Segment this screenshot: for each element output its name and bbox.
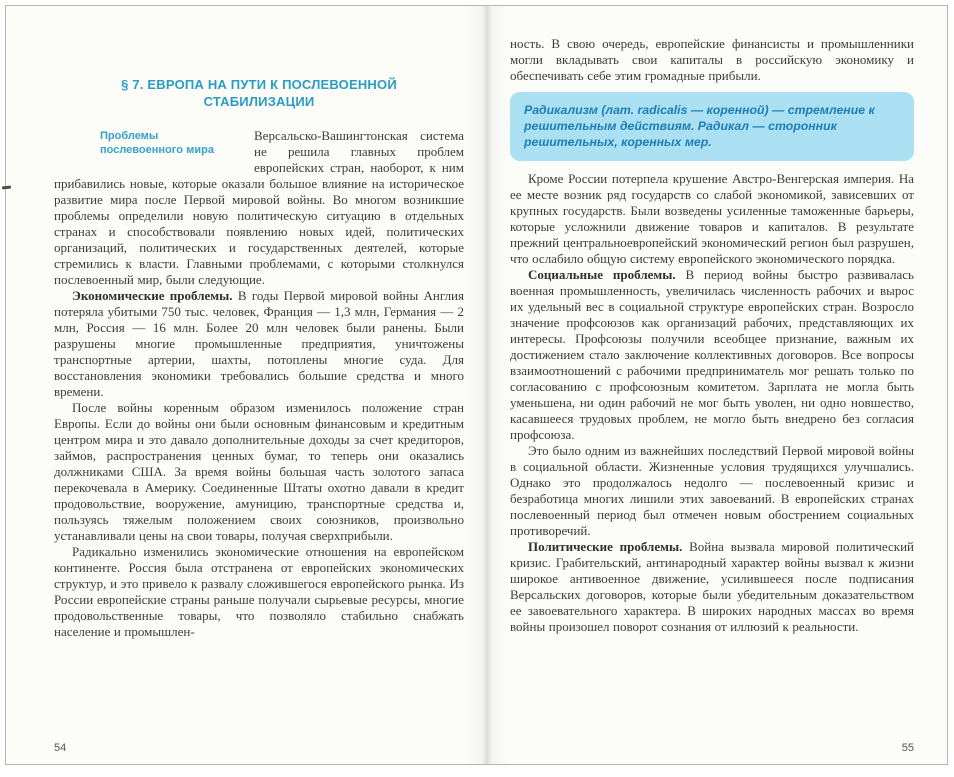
- paragraph: [510, 443, 914, 539]
- paragraph: [54, 544, 464, 640]
- margin-topic-label-line1: Проблемы: [100, 130, 159, 142]
- definition-term: Радикализм: [524, 103, 598, 117]
- paragraph-text: Война вызвала мировой политический кризис. Грабительский, антинародный характер войны вызвал к жизни широкое антивоенное движение, усилившееся после подписания Версальских договоров, которые были убедительным доказательством ее завоевательного характера. В широких народных массах во время войны произошел поворот сознания от иллюзий к реальности.: [510, 539, 914, 634]
- paragraph-lead: Социальные проблемы.: [528, 267, 676, 282]
- paragraph-lead: Политические проблемы.: [528, 539, 683, 554]
- paragraph: [510, 267, 914, 443]
- margin-topic-label: [54, 128, 254, 174]
- page-frame: [5, 5, 948, 765]
- left-page: [54, 6, 464, 764]
- definition-box: [510, 92, 914, 161]
- page-number-left: 54: [54, 742, 67, 754]
- paragraph: [510, 36, 914, 84]
- paragraph-text: В период войны быстро развивалась военная промышленность, увеличилась численность рабочих и вырос их удельный вес в социальной структуре европейских стран. Возросло значение профсоюзов как организаций рабочих, представляющих их интересы. Профсоюзы получили всеобщее признание, важным их достижением стало заключение коллективных договоров. Все вопросы взаимоотношений с рабочими предприниматель мог решать только по согласованию с профсоюзным комитетом. Зарплата не могла быть уменьшена, ни один рабочий не мог быть уволен, ни одно новшество, касавшееся трудовых проблем, не могло быть внедрено без согласия профсоюза.: [510, 267, 914, 442]
- paragraph: [54, 288, 464, 400]
- definition-text: (лат. radicalis — коренной) — стремление к решительным действиям.: [524, 103, 875, 133]
- section-heading: § 7. ЕВРОПА НА ПУТИ К ПОСЛЕВОЕННОЙ СТАБИЛИЗАЦИИ: [121, 77, 397, 109]
- paragraph-text: Это было одним из важнейших последствий Первой мировой войны в социальной области. Жизненные условия трудящихся улучшались. Однако это продолжалось недолго — послевоенный кризис и безработица многих лишили этих завоеваний. В европейских странах послевоенный период был отмечен новым обострением социальных противоречий.: [510, 443, 914, 538]
- paragraph-text: Кроме России потерпела крушение Австро-Венгерская империя. На ее месте возник ряд государств со слабой экономикой, зависевших от крупных государств. Были возведены усиленные таможенные барьеры, которые усложнили движение товаров и капиталов. В результате прежний центральноевропейский экономический регион был разрушен, что ослабило общую систему европейского экономического порядка.: [510, 171, 914, 266]
- margin-topic-label-line2: послевоенного мира: [100, 144, 215, 156]
- book-spread: [6, 6, 947, 764]
- fold-shadow: [464, 6, 510, 764]
- paragraph-text: В годы Первой мировой войны Англия потеряла убитыми 750 тыс. человек, Франция — 1,3 млн, Германия — 2 млн, Россия — 16 млн. Более 20 млн человек были ранены. Были разрушены многие промышленные предприятия, уничтожены транспортные артерии, шахты, потоплены многие суда. Для восстановления экономики требовались большие средства и много времени.: [54, 288, 464, 399]
- page-number-right: 55: [901, 742, 914, 754]
- right-page: [510, 6, 914, 764]
- definition-term: Радикал: [697, 119, 749, 133]
- paragraph-lead: Экономические проблемы.: [72, 288, 233, 303]
- paragraph-text: ность. В свою очередь, европейские финансисты и промышленники могли вкладывать свои капиталы в российскую экономику и обеспечивать себе этим громадные прибыли.: [510, 36, 914, 83]
- definition-text: — сторонник решительных, коренных мер.: [524, 119, 837, 149]
- paragraph: [510, 539, 914, 635]
- paragraph-text: Радикально изменились экономические отношения на европейском континенте. Россия была отстранена от европейских экономических структур, и это привело к развалу сложившегося европейского рынка. Из России европейские страны раньше получали сырьевые ресурсы, многие продовольственные товары, что позволяло стабильно снабжать население и промышлен-: [54, 544, 464, 639]
- paragraph: [510, 171, 914, 267]
- paragraph: [54, 400, 464, 544]
- paragraph-text: Версальско-Вашингтонская система не решила главных проблем европейских стран, наоборот, к ним прибавились новые, которые оказали большое влияние на историческое развитие мира после Первой мировой войны. Во многом возникшие проблемы определили новую политическую ситуацию в отдельных странах и способствовали появлению новых идей, политических организаций, политических и государственных деятелей, которые стремились к власти. Главными проблемами, с которыми столкнулся послевоенный мир, были следующие.: [54, 128, 464, 287]
- paragraph: [54, 128, 464, 288]
- paragraph-text: После войны коренным образом изменилось положение стран Европы. Если до войны они были основным финансовым и кредитным центром мира и это давало дополнительные доходы за счет кредиторов, займов, распространения ценных бумаг, то теперь они оказались должниками США. За время войны большая часть золотого запаса перекочевала в Америку. Соединенные Штаты охотно давали в кредит продовольствие, вооружение, амуницию, транспортные средства и, пользуясь тяжелым положением своих союзников, произвольно устанавливали цены на свои товары, получая сверхприбыли.: [54, 400, 464, 543]
